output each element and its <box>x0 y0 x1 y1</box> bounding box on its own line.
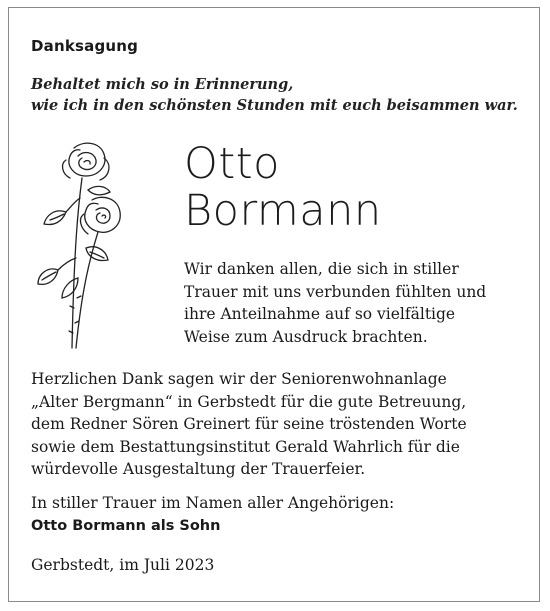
body-line-2: „Alter Bergmann“ in Gerbstedt für die gute Betreuung, <box>31 392 467 411</box>
body-line-1: Herzlichen Dank sagen wir der Seniorenwohnanlage <box>31 370 447 388</box>
heading: Danksagung <box>31 37 139 55</box>
thanks-line-1: Wir danken allen, die sich in stiller <box>184 260 459 278</box>
quote-line-1: Behaltet mich so in Erinnerung, <box>31 76 294 93</box>
thanks-line-4: Weise zum Ausdruck brachten. <box>184 327 428 346</box>
body-line-4: sowie dem Bestattungsinstitut Gerald Wahrlich für die <box>31 437 460 456</box>
place-date: Gerbstedt, im Juli 2023 <box>31 556 215 574</box>
body-line-5: würdevolle Ausgestaltung der Trauerfeier. <box>31 460 366 478</box>
quote-line-2: wie ich in den schönsten Stunden mit euch beisammen war. <box>31 97 518 114</box>
signer-name: Otto Bormann als Sohn <box>31 517 221 534</box>
deceased-first-name: Otto <box>184 139 280 189</box>
roses-illustration-icon <box>30 138 130 358</box>
body-line-3: dem Redner Sören Greinert für seine tröstenden Worte <box>31 415 467 433</box>
memorial-quote <box>31 74 518 116</box>
closing-block <box>31 492 394 537</box>
acknowledgement-paragraph <box>31 368 467 481</box>
thanks-line-3: ihre Anteilnahme auf so vielfältige <box>184 305 456 323</box>
thanks-paragraph <box>184 258 486 348</box>
thanks-line-2: Trauer mit uns verbunden fühlten und <box>184 282 487 301</box>
deceased-name <box>184 141 382 235</box>
deceased-last-name: Bormann <box>184 186 382 236</box>
closing-line: In stiller Trauer im Namen aller Angehörigen: <box>31 494 395 512</box>
